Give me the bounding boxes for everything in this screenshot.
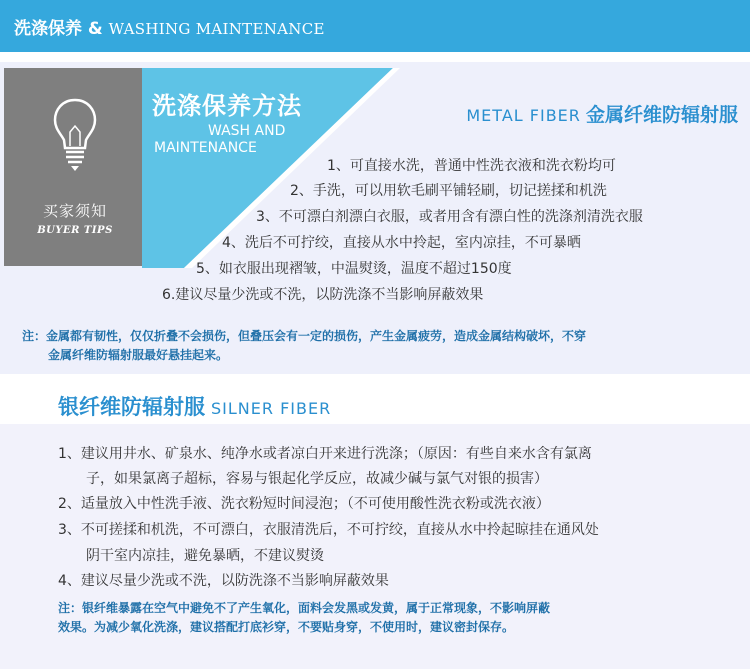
silver-fiber-title-en: SILNER FIBER <box>211 399 332 418</box>
metal-instruction-3: 3、不可漂白剂漂白衣服，或者用含有漂白性的洗涤剂清洗衣服 <box>256 209 643 225</box>
silver-instruction-4: 4、建议尽量少洗或不洗，以防洗涤不当影响屏蔽效果 <box>58 573 389 589</box>
silver-note-line2: 效果。为减少氧化洗涤，建议搭配打底衫穿，不要贴身穿，不使用时，建议密封保存。 <box>58 620 515 634</box>
banner-title-cn: 洗涤保养方法 <box>152 92 302 120</box>
silver-fiber-title-cn: 银纤维防辐射服 <box>58 395 205 419</box>
section-title-en: WASHING MAINTENANCE <box>108 20 325 38</box>
silver-instruction-2: 2、适量放入中性洗手液、洗衣粉短时间浸泡；（不可使用酸性洗衣粉或洗衣液） <box>58 496 550 512</box>
metal-instruction-4: 4、洗后不可拧绞，直接从水中拎起，室内凉挂，不可暴晒 <box>222 235 581 251</box>
silver-note-line1: 注：银纤维暴露在空气中避免不了产生氧化，面料会发黑或发黄，属于正常现象，不影响屏蔽 <box>58 601 551 615</box>
buyer-tips-box <box>4 68 146 266</box>
metal-note-line2: 金属纤维防辐射服最好悬挂起来。 <box>48 348 229 362</box>
silver-fiber-title <box>58 391 331 421</box>
metal-fiber-title <box>466 100 738 127</box>
silver-instruction-3-cont: 阴干室内凉挂，避免暴晒，不建议熨烫 <box>86 548 324 564</box>
metal-fiber-note <box>22 327 734 365</box>
metal-instruction-2: 2、手洗，可以用软毛刷平铺轻刷，切记搓揉和机洗 <box>290 183 607 199</box>
metal-instruction-1: 1、可直接水洗，普通中性洗衣液和洗衣粉均可 <box>327 158 616 174</box>
metal-note-line1: 注：金属都有韧性，仅仅折叠不会损伤，但叠压会有一定的损伤，产生金属疲劳，造成金属结构破坏，不穿 <box>22 329 587 343</box>
metal-fiber-title-en: METAL FIBER <box>466 106 581 125</box>
metal-instruction-6: 6.建议尽量少洗或不洗，以防洗涤不当影响屏蔽效果 <box>162 287 484 303</box>
silver-instruction-1: 1、建议用井水、矿泉水、纯净水或者凉白开来进行洗涤；（原因：有些自来水含有氯离 <box>58 446 592 462</box>
metal-fiber-title-cn: 金属纤维防辐射服 <box>585 104 738 126</box>
banner-title-en-line1: WASH AND <box>208 123 286 139</box>
banner-title-en-line2: MAINTENANCE <box>154 140 257 156</box>
banner-shape <box>142 0 562 270</box>
silver-fiber-note <box>58 599 718 637</box>
buyer-tips-label-cn: 买家须知 <box>42 202 107 220</box>
metal-instruction-5: 5、如衣服出现褶皱，中温熨烫，温度不超过150度 <box>196 261 512 277</box>
section-title-cn: 洗涤保养 & <box>14 19 109 39</box>
silver-instruction-1-cont: 子，如果氯离子超标，容易与银起化学反应，故减少碱与氯气对银的损害） <box>86 471 548 487</box>
silver-instruction-3: 3、不可搓揉和机洗，不可漂白，衣服清洗后，不可拧绞，直接从水中拎起晾挂在通风处 <box>58 522 599 538</box>
lightbulb-icon <box>51 96 99 176</box>
buyer-tips-label-en: BUYER TIPS <box>37 225 113 236</box>
